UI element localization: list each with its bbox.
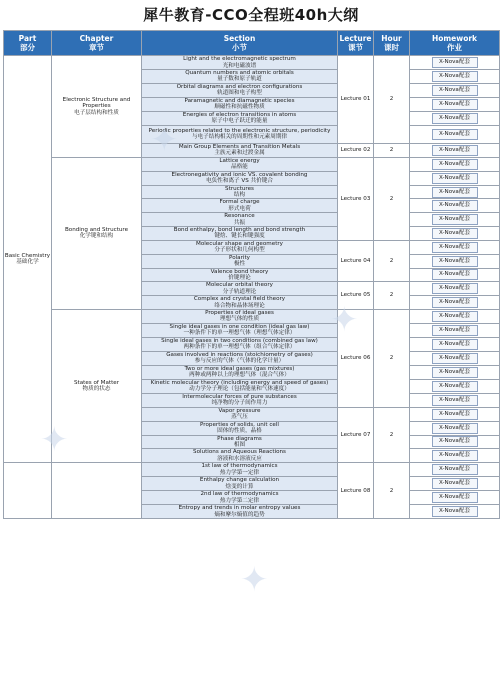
section-cell: Gases involved in reactions (stoichiometry of gases) 参与反应的气体（气体的化学计量）	[142, 351, 338, 365]
section-cell: Enthalpy change calculation 焓变的计算	[142, 477, 338, 491]
section-cell: Properties of solids, unit cell 固体的性质，晶格	[142, 421, 338, 435]
homework-badge: X-Nova配套	[432, 145, 478, 156]
homework-badge: X-Nova配套	[432, 506, 478, 517]
homework-badge: X-Nova配套	[432, 492, 478, 503]
section-cell: Quantum numbers and atomic orbitals 量子数和原子轨道	[142, 70, 338, 84]
lecture-cell: Lecture 03	[338, 157, 374, 240]
homework-badge: X-Nova配套	[432, 478, 478, 489]
homework-badge: X-Nova配套	[432, 214, 478, 225]
section-cell: Electronegativity and ionic VS. covalent bonding 电负性和离子 VS 共价键合	[142, 171, 338, 185]
section-cell: Vapor pressure 蒸气压	[142, 407, 338, 421]
section-cell: Periodic properties related to the electronic structure, periodicity 与电子结构相关的周期性和元素周期律	[142, 125, 338, 143]
homework-badge: X-Nova配套	[432, 85, 478, 96]
chapter-cell: Bonding and Structure 化学键和结构	[52, 157, 142, 309]
lecture-cell: Lecture 06	[338, 309, 374, 407]
homework-cell	[410, 125, 500, 143]
homework-badge: X-Nova配套	[432, 283, 478, 294]
table-row	[4, 157, 500, 171]
homework-badge: X-Nova配套	[432, 71, 478, 82]
homework-badge: X-Nova配套	[432, 113, 478, 124]
lecture-cell: Lecture 04	[338, 240, 374, 281]
page-title: 犀牛教育-CCO全程班40h大纲	[143, 6, 359, 24]
hour-cell: 2	[374, 56, 410, 144]
homework-cell	[410, 337, 500, 351]
section-cell: 2nd law of thermodynamics 热力学第二定律	[142, 491, 338, 505]
homework-badge: X-Nova配套	[432, 297, 478, 308]
section-cell: Molecular orbital theory 分子轨道理论	[142, 282, 338, 296]
hour-cell: 2	[374, 143, 410, 157]
homework-cell	[410, 70, 500, 84]
homework-badge: X-Nova配套	[432, 129, 478, 140]
section-cell: Single ideal gases in two conditions (combined gas law) 两种条件下的单一理想气体（组合气体定律）	[142, 337, 338, 351]
section-cell: Two or more ideal gases (gas mixtures) 两种或两种以上的理想气体（混合气体）	[142, 365, 338, 379]
homework-badge: X-Nova配套	[432, 99, 478, 110]
homework-cell	[410, 491, 500, 505]
homework-badge: X-Nova配套	[432, 311, 478, 322]
chapter-cell: Electronic Structure and Properties 电子层结构和性质	[52, 56, 142, 158]
section-cell: Properties of ideal gases 理想气体的性质	[142, 309, 338, 323]
section-cell: Entropy and trends in molar entropy values 熵和摩尔熵值的趋势	[142, 505, 338, 519]
homework-cell	[410, 268, 500, 282]
section-cell: Formal charge 形式电荷	[142, 199, 338, 213]
homework-cell	[410, 449, 500, 463]
homework-badge: X-Nova配套	[432, 367, 478, 378]
homework-cell	[410, 199, 500, 213]
syllabus-table	[3, 30, 500, 519]
homework-badge: X-Nova配套	[432, 269, 478, 280]
homework-badge: X-Nova配套	[432, 228, 478, 239]
lecture-cell: Lecture 02	[338, 143, 374, 157]
homework-badge: X-Nova配套	[432, 339, 478, 350]
homework-cell	[410, 421, 500, 435]
homework-cell	[410, 296, 500, 310]
homework-badge: X-Nova配套	[432, 450, 478, 461]
homework-cell	[410, 83, 500, 97]
lecture-cell: Lecture 08	[338, 463, 374, 519]
homework-cell	[410, 463, 500, 477]
homework-badge: X-Nova配套	[432, 242, 478, 253]
section-cell: Main Group Elements and Transition Metals 主族元素和过渡金属	[142, 143, 338, 157]
hour-cell: 2	[374, 282, 410, 310]
section-cell: Energies of electron transitions in atoms 原子中电子跃迁的能量	[142, 111, 338, 125]
homework-badge: X-Nova配套	[432, 200, 478, 211]
homework-cell	[410, 435, 500, 449]
header-chapter: Chapter 章节	[52, 31, 142, 56]
homework-badge: X-Nova配套	[432, 353, 478, 364]
homework-cell	[410, 240, 500, 254]
section-cell: Paramagnetic and diamagnetic species 顺磁性和抗磁性物质	[142, 97, 338, 111]
lecture-cell: Lecture 07	[338, 407, 374, 463]
section-cell: Polarity 极性	[142, 254, 338, 268]
section-cell: Light and the electromagnetic spectrum 光和电磁波谱	[142, 56, 338, 70]
chapter-cell: States of Matter 物质的状态	[52, 309, 142, 462]
homework-cell	[410, 171, 500, 185]
hour-cell: 2	[374, 309, 410, 407]
header-hour: Hour 课时	[374, 31, 410, 56]
section-cell: Bond enthalpy, bond length and bond strength 键焓、键长和键强度	[142, 227, 338, 241]
homework-cell	[410, 379, 500, 393]
homework-cell	[410, 309, 500, 323]
hour-cell: 2	[374, 463, 410, 519]
section-cell: Phase diagrams 相图	[142, 435, 338, 449]
homework-badge: X-Nova配套	[432, 173, 478, 184]
homework-cell	[410, 393, 500, 407]
hour-cell: 2	[374, 240, 410, 281]
hour-cell: 2	[374, 157, 410, 240]
homework-cell	[410, 111, 500, 125]
section-cell: Structures 结构	[142, 185, 338, 199]
section-cell: Complex and crystal field theory 络合物和晶体场理论	[142, 296, 338, 310]
syllabus-body	[4, 56, 500, 519]
homework-badge: X-Nova配套	[432, 395, 478, 406]
homework-cell	[410, 477, 500, 491]
homework-cell	[410, 56, 500, 70]
homework-badge: X-Nova配套	[432, 423, 478, 434]
section-cell: Lattice energy 晶格能	[142, 157, 338, 171]
part-cell-empty	[4, 463, 52, 519]
header-homework: Homework 作业	[410, 31, 500, 56]
homework-badge: X-Nova配套	[432, 256, 478, 267]
homework-cell	[410, 505, 500, 519]
section-cell: Orbital diagrams and electron configurations 轨道图和电子构型	[142, 83, 338, 97]
homework-badge: X-Nova配套	[432, 57, 478, 68]
watermark: ✦	[330, 300, 359, 340]
homework-cell	[410, 282, 500, 296]
lecture-cell: Lecture 01	[338, 56, 374, 144]
homework-cell	[410, 227, 500, 241]
part-cell: Basic Chemistry 基础化学	[4, 56, 52, 463]
homework-badge: X-Nova配套	[432, 325, 478, 336]
lecture-cell: Lecture 05	[338, 282, 374, 310]
homework-badge: X-Nova配套	[432, 187, 478, 198]
homework-cell	[410, 213, 500, 227]
section-cell: 1st law of thermodynamics 热力学第一定律	[142, 463, 338, 477]
homework-cell	[410, 407, 500, 421]
homework-cell	[410, 143, 500, 157]
section-cell: Kinetic molecular theory (including energy and speed of gases) 动力学分子理论（包括能量和气体速度）	[142, 379, 338, 393]
header-section: Section 小节	[142, 31, 338, 56]
homework-cell	[410, 185, 500, 199]
homework-cell	[410, 365, 500, 379]
section-cell: Solutions and Aqueous Reactions 溶液和水溶液反应	[142, 449, 338, 463]
table-row	[4, 56, 500, 70]
section-cell: Single ideal gases in one condition (ideal gas law) 一种条件下的单一理想气体（理想气体定律）	[142, 323, 338, 337]
watermark: ✦	[40, 420, 69, 460]
hour-cell: 2	[374, 407, 410, 463]
chapter-cell	[52, 463, 142, 519]
homework-cell	[410, 254, 500, 268]
homework-badge: X-Nova配套	[432, 381, 478, 392]
watermark: ✦	[240, 560, 269, 600]
homework-badge: X-Nova配套	[432, 464, 478, 475]
homework-badge: X-Nova配套	[432, 436, 478, 447]
homework-cell	[410, 323, 500, 337]
homework-badge: X-Nova配套	[432, 159, 478, 170]
section-cell: Intermolecular forces of pure substances 纯净物的分子间作用力	[142, 393, 338, 407]
section-cell: Valence bond theory 价键理论	[142, 268, 338, 282]
homework-cell	[410, 97, 500, 111]
section-cell: Molecular shape and geometry 分子形状和几何构型	[142, 240, 338, 254]
homework-cell	[410, 157, 500, 171]
section-cell: Resonance 共振	[142, 213, 338, 227]
header-lecture: Lecture 课节	[338, 31, 374, 56]
watermark: ✦	[150, 120, 179, 160]
homework-badge: X-Nova配套	[432, 409, 478, 420]
header-part: Part 部分	[4, 31, 52, 56]
header-row	[4, 31, 500, 56]
table-row	[4, 463, 500, 477]
table-row	[4, 309, 500, 323]
homework-cell	[410, 351, 500, 365]
